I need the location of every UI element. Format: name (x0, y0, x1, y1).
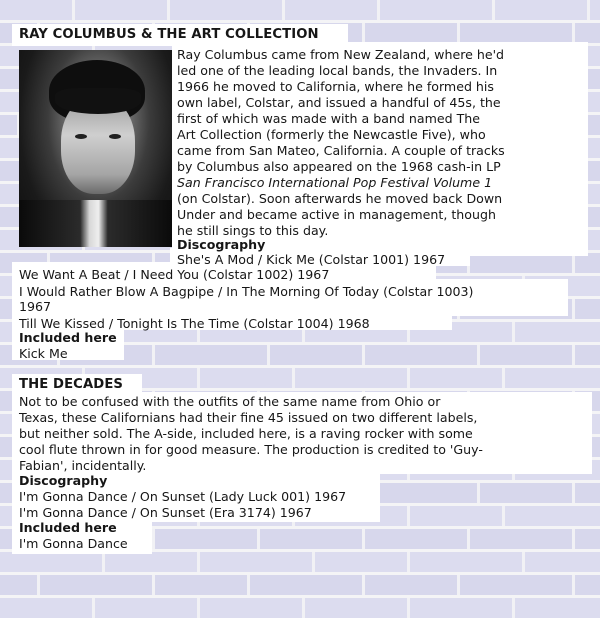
brick (575, 529, 600, 549)
brick (575, 299, 600, 319)
section-title-the-decades: THE DECADES (19, 377, 124, 392)
brick (505, 368, 600, 388)
brick (40, 575, 155, 595)
brick (470, 529, 575, 549)
brick (575, 483, 600, 503)
included-heading-2: Included here (19, 520, 117, 535)
discography-heading-1: Discography (177, 237, 266, 252)
brick (575, 23, 600, 43)
brick (365, 575, 460, 595)
discography-heading-2: Discography (19, 473, 108, 488)
brick (460, 23, 575, 43)
brick (590, 0, 600, 20)
brick (305, 598, 410, 618)
brick (295, 368, 410, 388)
brick (365, 529, 470, 549)
section-title-ray-columbus: RAY COLUMBUS & THE ART COLLECTION (19, 27, 319, 42)
brick (505, 506, 600, 526)
brick (525, 552, 600, 572)
bio-line: by Columbus also appeared on the 1968 cash-in LP (177, 159, 501, 174)
discography-entry-year: 1967 (19, 299, 52, 314)
brick (410, 598, 515, 618)
bio-line: Under and became active in management, though (177, 207, 496, 222)
brick (95, 598, 200, 618)
ray-columbus-photo (19, 50, 172, 247)
brick-row (0, 598, 600, 618)
brick (75, 0, 170, 20)
brick (410, 368, 505, 388)
bio-line: Texas, these Californians had their fine 45 issued on two different labels, (19, 410, 478, 425)
discography-entry: I'm Gonna Dance / On Sunset (Era 3174) 1967 (19, 505, 312, 520)
brick (495, 0, 590, 20)
brick-row (0, 0, 600, 20)
brick (0, 575, 40, 595)
bio-line: cool flute thrown in for good measure. The production is credited to 'Guy- (19, 442, 483, 457)
brick (0, 115, 20, 135)
brick (105, 552, 200, 572)
included-track-1: Kick Me (19, 346, 68, 361)
brick (380, 0, 495, 20)
included-track-2: I'm Gonna Dance (19, 536, 128, 551)
brick (480, 483, 575, 503)
bio-line: own label, Colstar, and issued a handful of 45s, the (177, 95, 501, 110)
brick (365, 483, 480, 503)
discography-entry: I Would Rather Blow A Bagpipe / In The Morning Of Today (Colstar 1003) (19, 284, 474, 299)
brick (470, 253, 575, 273)
brick (575, 345, 600, 365)
brick (575, 575, 600, 595)
bio-line-lp-title: San Francisco International Pop Festival Volume 1 (177, 175, 493, 190)
brick (515, 322, 600, 342)
discography-entry: She's A Mod / Kick Me (Colstar 1001) 1967 (177, 252, 446, 267)
brick (0, 552, 105, 572)
brick (575, 253, 600, 273)
brick (480, 345, 575, 365)
discography-entry: We Want A Beat / I Need You (Colstar 1002) 1967 (19, 267, 330, 282)
brick-row (0, 575, 600, 595)
brick (410, 552, 525, 572)
brick (250, 575, 365, 595)
brick (200, 552, 315, 572)
brick (155, 575, 250, 595)
bio-line: led one of the leading local bands, the Invaders. In (177, 63, 498, 78)
brick (0, 0, 75, 20)
brick (460, 575, 575, 595)
brick (315, 552, 410, 572)
included-heading-1: Included here (19, 330, 117, 345)
brick (170, 0, 285, 20)
brick (155, 529, 260, 549)
brick (155, 345, 270, 365)
brick (365, 23, 460, 43)
bio-line: (on Colstar). Soon afterwards he moved back Down (177, 191, 503, 206)
brick-row (0, 552, 600, 572)
bio-line: Ray Columbus came from New Zealand, where he'd (177, 47, 505, 62)
brick (410, 506, 505, 526)
bio-line: first of which was made with a band named The (177, 111, 481, 126)
bio-line: Not to be confused with the outfits of the same name from Ohio or (19, 394, 441, 409)
brick (200, 368, 295, 388)
brick (515, 598, 600, 618)
brick (285, 0, 380, 20)
brick (365, 345, 480, 365)
bio-line: 1966 he moved to California, where he formed his (177, 79, 494, 94)
brick (270, 345, 365, 365)
brick (0, 598, 95, 618)
brick (200, 598, 305, 618)
discography-entry: Till We Kissed / Tonight Is The Time (Colstar 1004) 1968 (19, 316, 370, 331)
brick (260, 529, 365, 549)
bio-line: Art Collection (formerly the Newcastle Five), who (177, 127, 486, 142)
discography-entry: I'm Gonna Dance / On Sunset (Lady Luck 001) 1967 (19, 489, 347, 504)
bio-line: he still sings to this day. (177, 223, 329, 238)
bio-line: but neither sold. The A-side, included here, is a raving rocker with some (19, 426, 473, 441)
bio-line: came from San Mateo, California. A couple of tracks (177, 143, 505, 158)
bio-line: Fabian', incidentally. (19, 458, 147, 473)
